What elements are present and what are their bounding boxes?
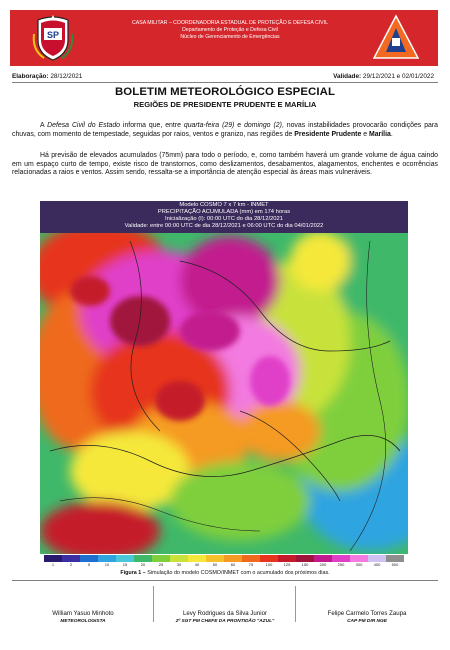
legend-swatch <box>152 555 170 562</box>
legend-swatch <box>242 555 260 562</box>
p1-s1: A <box>40 122 48 129</box>
map-title: PRECIPITAÇÃO ACUMULADA (mm) em 174 horas <box>157 209 291 215</box>
legend-tick-label: 10 <box>104 562 110 567</box>
signature-1-role: METEOROLOGISTA <box>60 619 106 624</box>
header-line-3: Núcleo de Gerenciamento de Emergências <box>180 34 280 40</box>
p1-s8: Presidente Prudente <box>294 130 362 138</box>
caption-text: Simulação do modelo COSMO/INMET com o acumulado dos próximos dias. <box>145 570 330 576</box>
legend-tick-label: 125 <box>283 562 291 567</box>
legend-swatch <box>116 555 134 562</box>
legend-tick-label: 75 <box>248 562 254 567</box>
elaboration-label: Elaboração: <box>12 73 49 80</box>
precipitation-map <box>40 201 408 571</box>
legend-tick-label: 250 <box>337 562 345 567</box>
signature-1-name: William Yasuo Minhoto <box>52 610 114 617</box>
legend-tick-label: 2 <box>69 562 73 567</box>
p1-s5: e <box>234 122 245 129</box>
legend-swatch <box>44 555 62 562</box>
legend-swatch <box>296 555 314 562</box>
legend-tick-label: 25 <box>158 562 164 567</box>
legend-tick-label: 15 <box>122 562 128 567</box>
header-text <box>110 20 350 41</box>
legend-swatch <box>368 555 386 562</box>
caption-label: Figura 1 – <box>120 570 146 576</box>
signature-block <box>12 582 438 642</box>
legend-tick-label: 500 <box>391 562 399 567</box>
elaboration-date <box>12 73 82 80</box>
signature-3-name: Felipe Carmelo Torres Zaupa <box>327 610 407 617</box>
bulletin-subtitle: REGIÕES DE PRESIDENTE PRUDENTE E MARÍLIA <box>133 100 317 109</box>
signature-divider <box>12 580 438 581</box>
legend-swatch <box>80 555 98 562</box>
legend-tick-label: 40 <box>194 562 200 567</box>
paragraph-1 <box>12 122 438 139</box>
validity-value: 29/12/2021 e 02/01/2022 <box>362 73 434 80</box>
validity-date <box>333 73 434 80</box>
legend-swatch <box>278 555 296 562</box>
p1-s11: . <box>390 130 393 138</box>
validity-label: Validade: <box>333 73 362 80</box>
map-model: Modelo COSMO 7 x 7 km - INMET <box>179 202 269 208</box>
map-legend <box>44 555 404 569</box>
map-validity: Validade: entre 00:00 UTC de dia 28/12/2021 e 06:00 UTC do dia 04/01/2022 <box>124 223 324 229</box>
legend-tick-label: 60 <box>230 562 236 567</box>
legend-tick-label: 100 <box>265 562 273 567</box>
legend-tick-label: 1 <box>51 562 55 567</box>
bulletin-title: BOLETIM METEOROLÓGICO ESPECIAL <box>114 86 336 98</box>
p1-s9: e <box>361 130 369 138</box>
p1-s4: quarta-feira (29) <box>183 122 235 129</box>
signature-2 <box>154 582 296 640</box>
legend-tick-label: 200 <box>319 562 327 567</box>
defesa-civil-logo-icon <box>372 14 420 62</box>
legend-tick-label: 150 <box>301 562 309 567</box>
legend-tick-label: 20 <box>140 562 146 567</box>
legend-swatch <box>62 555 80 562</box>
signature-2-name: Levy Rodrigues da Silva Junior <box>182 610 267 617</box>
header-line-2: Departamento de Proteção e Defesa Civil <box>182 27 278 33</box>
signature-3 <box>296 582 438 640</box>
legend-tick-label: 50 <box>212 562 218 567</box>
signature-1 <box>12 582 154 640</box>
legend-swatch <box>170 555 188 562</box>
sp-state-seal-icon <box>30 14 76 62</box>
paragraph-2: Há previsão de elevados acumulados (75mm) para todo o período, e, como também haverá um grande volume de água caindo em um espaço curto de tempo, existe risco de transtornos, como deslizamentos, desabamentos, alagamentos, enchentes e ocorrências relacionadas a raios e ventos. Assim sendo, ressalta-se a importância de atenção especial às áreas mais vulneráveis. <box>12 152 438 177</box>
signature-2-role: 2º SGT PM CHEFE DA PRONTIDÃO "AZUL" <box>175 619 275 624</box>
legend-swatch <box>224 555 242 562</box>
p1-s10: Marília <box>368 130 391 138</box>
legend-swatch <box>134 555 152 562</box>
legend-swatch <box>332 555 350 562</box>
p1-s3: informa que, entre <box>119 122 184 129</box>
legend-tick-label: 400 <box>373 562 381 567</box>
legend-tick-label: 30 <box>176 562 182 567</box>
legend-swatch <box>188 555 206 562</box>
legend-swatch <box>260 555 278 562</box>
legend-swatch <box>314 555 332 562</box>
figure-caption <box>12 570 438 576</box>
legend-swatch <box>350 555 368 562</box>
p1-s6: domingo (2) <box>244 122 282 129</box>
sp-logo-text: SP <box>46 30 60 40</box>
p1-s7: , novas instabilidades provocarão condições para chuvas, com momento de tempestade, seguidas por raios, ventos e granizo, nas regiões de <box>12 122 438 138</box>
header-banner <box>10 10 438 66</box>
p1-s2: Defesa Civil do Estado <box>47 122 120 129</box>
header-line-1: CASA MILITAR – COORDENADORIA ESTADUAL DE PROTEÇÃO E DEFESA CIVIL <box>132 20 328 26</box>
legend-swatch <box>386 555 404 562</box>
legend-tick-label: 300 <box>355 562 363 567</box>
legend-swatch <box>206 555 224 562</box>
elaboration-value: 28/12/2021 <box>50 73 83 80</box>
signature-3-role: CAP PM DIR NGE <box>347 619 387 624</box>
legend-swatch <box>98 555 116 562</box>
map-init: Inicialização (I): 00:00 UTC do dia 28/12/2021 <box>165 216 283 222</box>
map-header <box>40 201 408 233</box>
precipitation-map-graphic <box>40 201 408 571</box>
legend-tick-label: 5 <box>87 562 91 567</box>
divider <box>12 82 438 83</box>
